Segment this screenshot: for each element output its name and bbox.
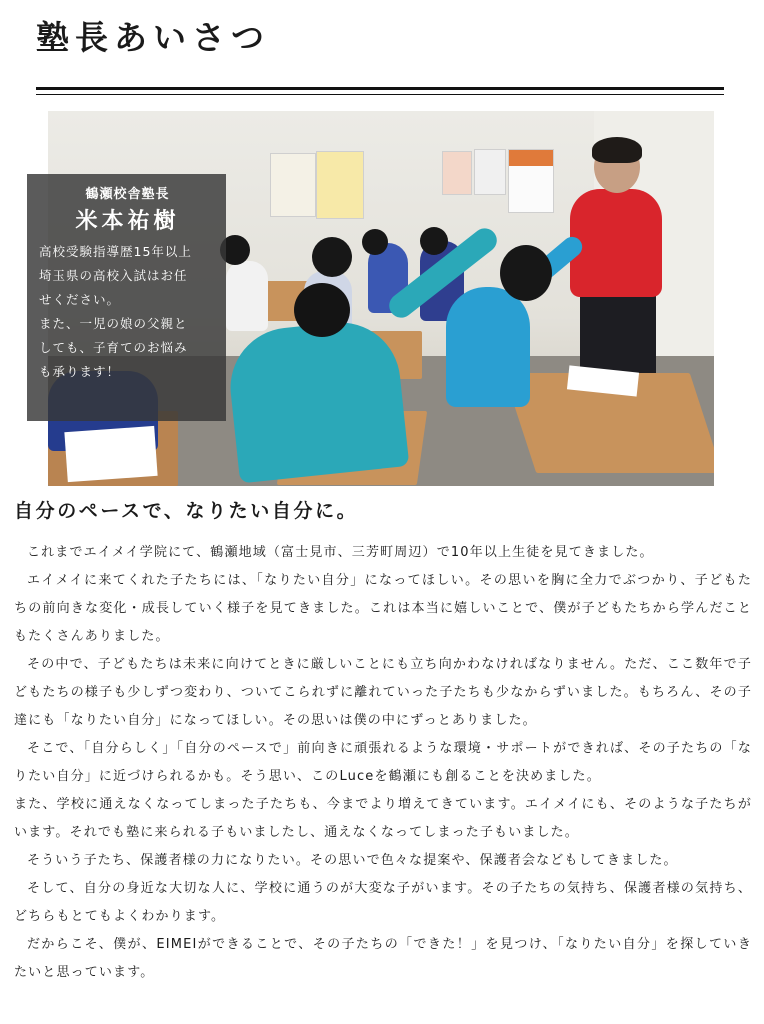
wall-poster <box>316 151 364 219</box>
wall-poster <box>474 149 506 195</box>
caption-bio: 高校受験指導歴15年以上 埼玉県の高校入試はお任 せください。 また、一児の娘の父親と しても、子育てのお悩み も承ります！ <box>39 244 192 379</box>
student <box>225 317 410 484</box>
title-divider-thick <box>36 87 724 90</box>
paragraph: だからこそ、僕が、EIMEIができることで、その子たちの「できた！」を見つけ、「なりたい自分」を探していきたいと思っています。 <box>14 937 752 980</box>
wall-poster <box>442 151 472 195</box>
wall-calendar <box>508 149 554 213</box>
wall-poster <box>270 153 316 217</box>
lead-heading: 自分のペースで、なりたい自分に。 <box>14 500 359 522</box>
paragraph: これまでエイメイ学院にて、鶴瀬地域（富士見市、三芳町周辺）で10年以上生徒を見てきました。 <box>27 545 654 560</box>
caption-name: 米本祐樹 <box>75 209 180 234</box>
paragraph: そこで、「自分らしく」「自分のペースで」前向きに頑張れるような環境・サポートができれば、その子たちの「なりたい自分」に近づけられるかも。そう思い、このLuceを鶴瀬にも創ることを決めました。 <box>14 741 752 784</box>
student <box>446 287 530 407</box>
teacher <box>570 189 662 297</box>
student <box>226 261 268 331</box>
caption-role: 鶴瀬校舎塾長 <box>85 187 170 202</box>
paragraph: そういう子たち、保護者様の力になりたい。その思いで色々な提案や、保護者会などもしてきました。 <box>27 853 678 868</box>
paragraph: その中で、子どもたちは未来に向けてときに厳しいことにも立ち向かわなければなりません。ただ、ここ数年で子どもたちの様子も少しずつ変わり、ついてこられずに離れていった子たちも少なからずいました。もちろん、その子達にも「なりたい自分」になってほしい。その思いは僕の中にずっとありました。 <box>14 657 752 728</box>
profile-caption <box>27 174 226 421</box>
title-divider-thin <box>36 94 724 95</box>
paragraph: また、学校に通えなくなってしまった子たちも、今までより増えてきています。エイメイにも、そのような子たちがいます。それでも塾に来られる子もいましたし、通えなくなってしまった子もいました。 <box>14 797 752 840</box>
message-body <box>14 539 752 987</box>
paragraph: そして、自分の身近な大切な人に、学校に通うのが大変な子がいます。その子たちの気持ち、保護者様の気持ち、どちらもとてもよくわかります。 <box>14 881 752 924</box>
page-title: 塾長あいさつ <box>36 18 270 57</box>
paragraph: エイメイに来てくれた子たちには、「なりたい自分」になってほしい。その思いを胸に全力でぶつかり、子どもたちの前向きな変化・成長していく様子を見てきました。これは本当に嬉しいことで、僕が子どもたちから学んだこともたくさんありました。 <box>14 573 752 644</box>
